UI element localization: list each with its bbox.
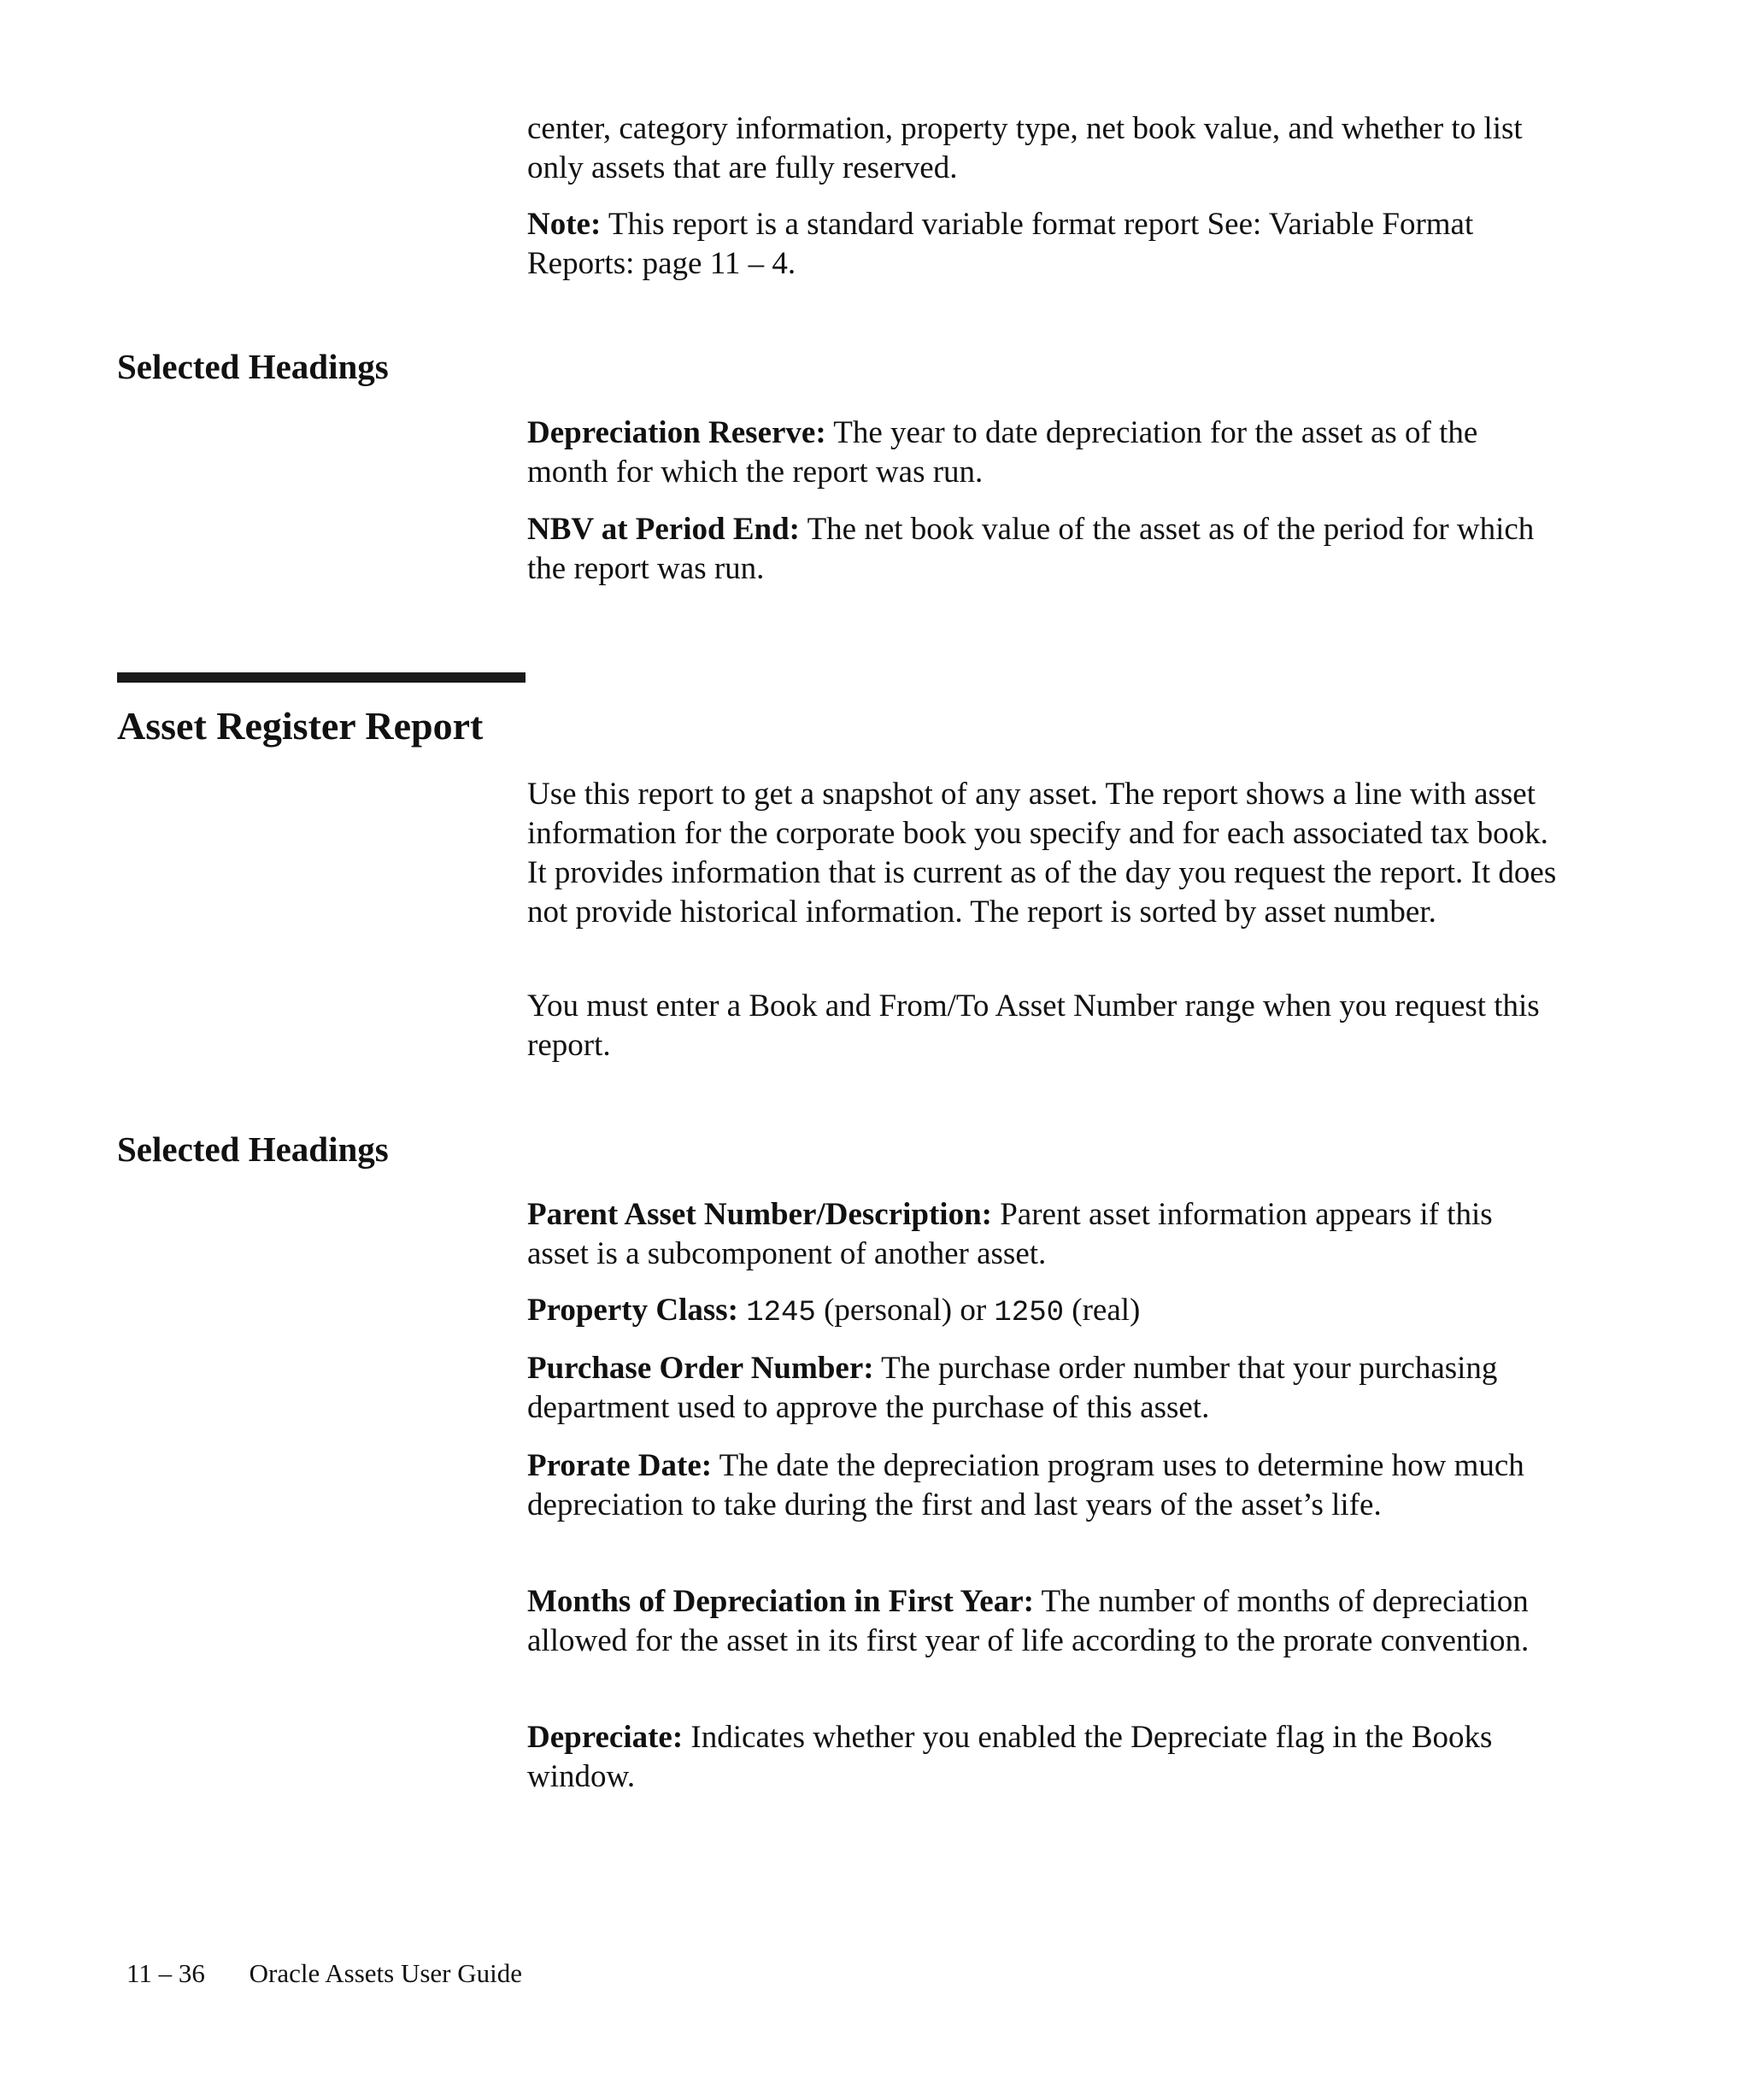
para-text: You must enter a Book and From/To Asset Number range when you request this report.	[527, 988, 1540, 1063]
intro-continuation	[527, 109, 1561, 188]
definition-depreciate	[527, 1718, 1561, 1797]
section-title-asset-register: Asset Register Report	[117, 704, 484, 748]
term: Depreciation Reserve:	[527, 415, 826, 450]
note-label: Note:	[527, 207, 602, 242]
description: The net book value of the asset as of the period for which the report was run.	[527, 512, 1535, 586]
description: Parent asset information appears if this asset is a subcomponent of another asset.	[527, 1197, 1493, 1271]
definition-months-depreciation	[527, 1582, 1561, 1661]
selected-headings-2: Selected Headings	[117, 1129, 389, 1169]
term: Property Class:	[527, 1293, 738, 1328]
description: The number of months of depreciation allowed for the asset in its first year of life according to the prorate convention.	[527, 1584, 1530, 1658]
definition-property-class	[527, 1291, 1561, 1333]
definition-prorate-date	[527, 1446, 1561, 1525]
para-text: Use this report to get a snapshot of any asset. The report shows a line with asset information for the corporate book you specify and for each associated tax book. It provides information that is current as of the day you request the report. It does not provide historical information. The report is sorted by asset number.	[527, 777, 1557, 930]
term: Months of Depreciation in First Year:	[527, 1584, 1034, 1619]
section-rule	[117, 672, 526, 683]
term: Purchase Order Number:	[527, 1351, 874, 1386]
class-code-real: 1250	[994, 1297, 1065, 1329]
term: Depreciate:	[527, 1720, 684, 1755]
asset-register-para-2	[527, 987, 1561, 1065]
page-footer	[126, 1956, 522, 1991]
definition-depreciation-reserve	[527, 414, 1561, 492]
description: The year to date depreciation for the asset as of the month for which the report was run.	[527, 415, 1478, 490]
description: The date the depreciation program uses to determine how much depreciation to take during the first and last years of the asset’s life.	[527, 1448, 1524, 1522]
description-post: (real)	[1072, 1293, 1141, 1328]
definition-nbv-period-end	[527, 510, 1561, 589]
guide-title: Oracle Assets User Guide	[249, 1958, 522, 1988]
definition-purchase-order	[527, 1349, 1561, 1428]
term: Parent Asset Number/Description:	[527, 1197, 992, 1232]
asset-register-para-1	[527, 775, 1561, 932]
term: Prorate Date:	[527, 1448, 713, 1483]
description: The purchase order number that your purchasing department used to approve the purchase of this asset.	[527, 1351, 1498, 1425]
note-paragraph	[527, 205, 1561, 284]
description-mid: (personal) or	[824, 1293, 987, 1328]
page-number: 11 – 36	[126, 1958, 205, 1988]
class-code-personal: 1245	[746, 1297, 816, 1329]
definition-parent-asset	[527, 1195, 1561, 1274]
selected-headings-1: Selected Headings	[117, 347, 389, 386]
note-text: This report is a standard variable format report See: Variable Format Reports: page 11 – 4.	[527, 207, 1474, 281]
intro-continuation-text: center, category information, property type, net book value, and whether to list only assets that are fully reserved.	[527, 111, 1523, 185]
term: NBV at Period End:	[527, 512, 800, 547]
description: Indicates whether you enabled the Depreciate flag in the Books window.	[527, 1720, 1493, 1794]
